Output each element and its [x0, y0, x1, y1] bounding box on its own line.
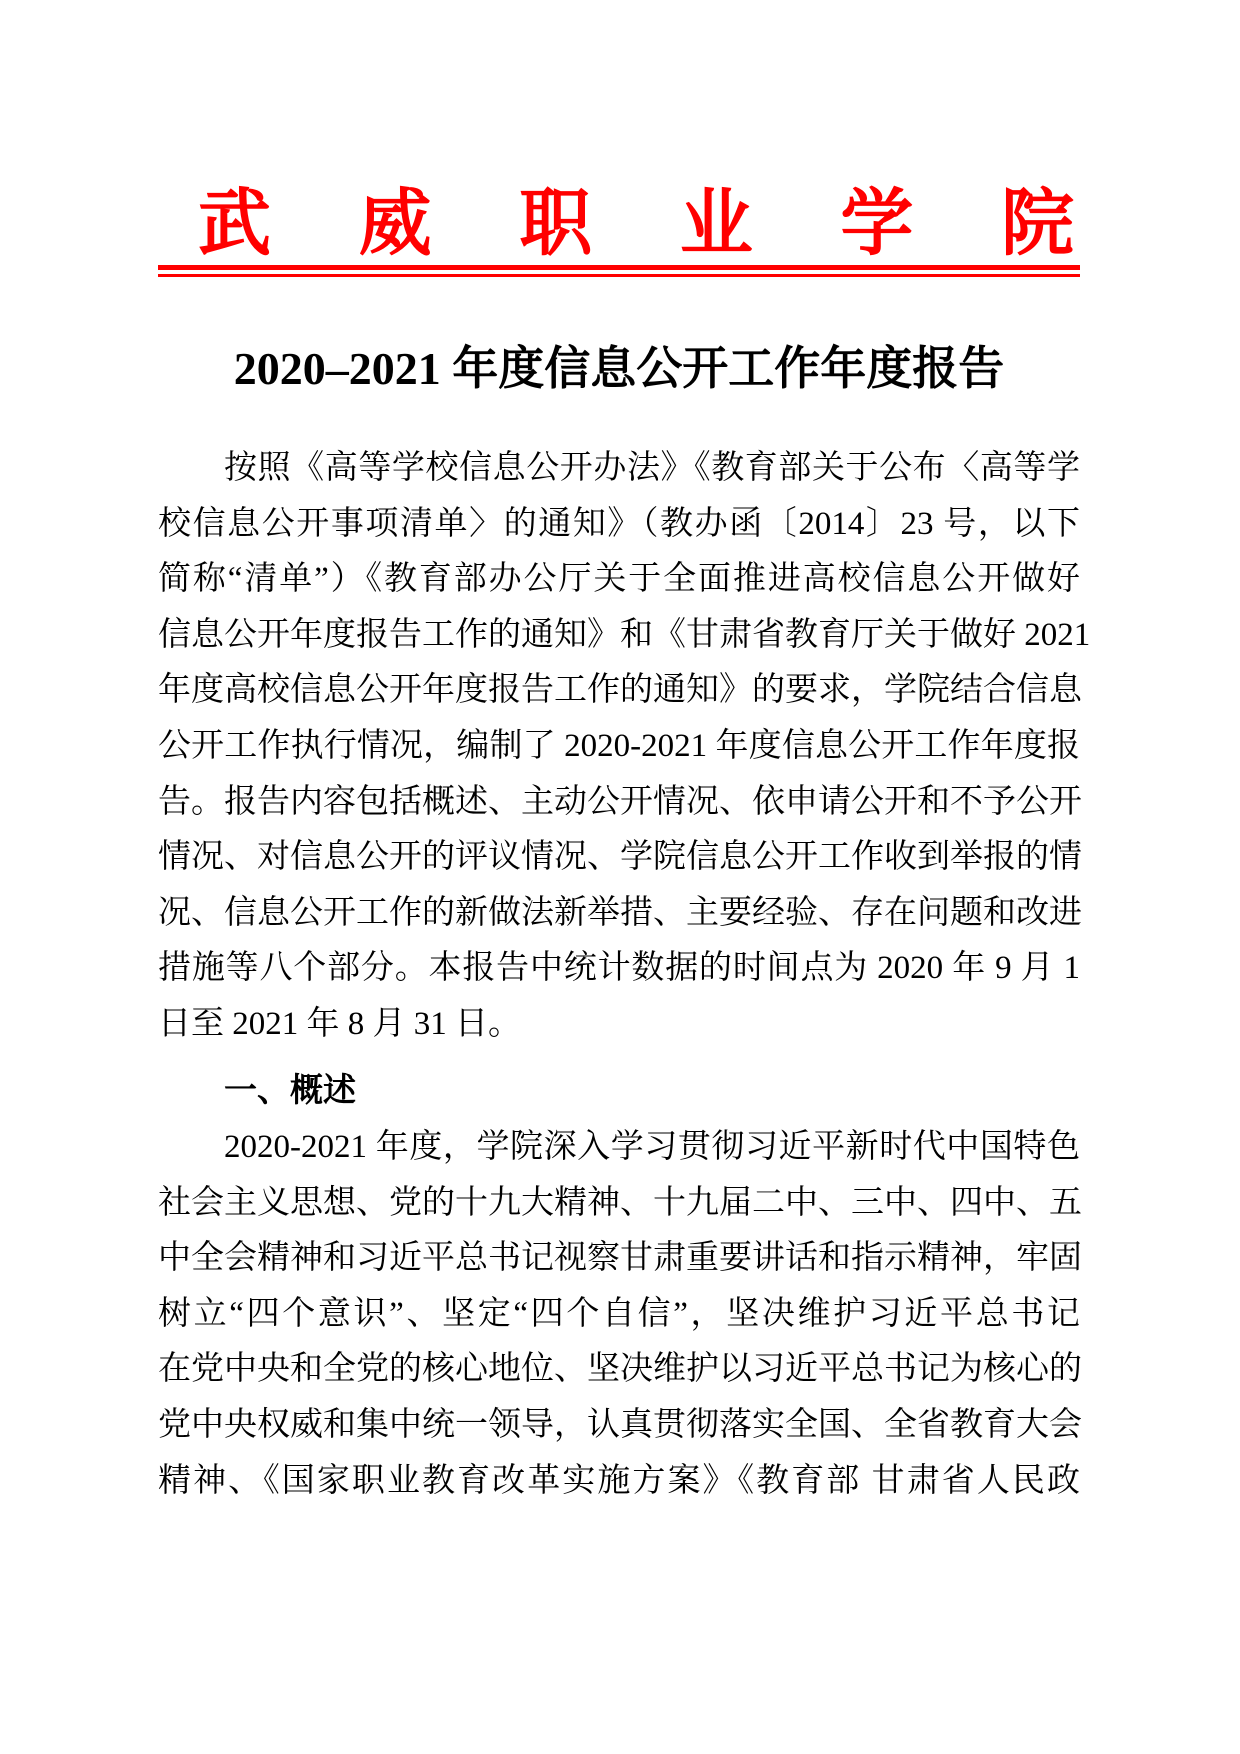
- text-line: 党中央权威和集中统一领导，认真贯彻落实全国、全省教育大会: [158, 1406, 1082, 1443]
- text-line: 情况、对信息公开的评议情况、学院信息公开工作收到举报的情: [158, 839, 1082, 876]
- section-heading-overview: 一、概述: [224, 1071, 356, 1108]
- text-line: 日至 2021 年 8 月 31 日。: [158, 1005, 521, 1042]
- letterhead-divider-thin: [158, 274, 1080, 277]
- text-line: 措施等八个部分。本报告中统计数据的时间点为 2020 年 9 月 1: [158, 950, 1080, 987]
- text-line: 信息公开年度报告工作的通知》和《甘肃省教育厅关于做好 2021: [158, 616, 1091, 653]
- paragraph-overview: [158, 1120, 1080, 1509]
- letterhead-divider-thick: [158, 265, 1080, 270]
- text-line: 中全会精神和习近平总书记视察甘肃重要讲话和指示精神，牢固: [158, 1240, 1082, 1277]
- text-line: 按照《高等学校信息公开办法》《教育部关于公布〈高等学: [224, 450, 1080, 486]
- text-line: 告。报告内容包括概述、主动公开情况、依申请公开和不予公开: [158, 783, 1082, 820]
- text-line: 况、信息公开工作的新做法新举措、主要经验、存在问题和改进: [158, 894, 1082, 931]
- text-line: 在党中央和全党的核心地位、坚决维护以习近平总书记为核心的: [158, 1351, 1082, 1388]
- text-line: 年度高校信息公开年度报告工作的通知》的要求，学院结合信息: [158, 672, 1082, 709]
- text-line: 校信息公开事项清单〉的通知》（教办函〔2014〕23 号，以下: [158, 505, 1080, 542]
- paragraph-intro: [158, 441, 1091, 1053]
- text-line: 2020-2021 年度，学院深入学习贯彻习近平新时代中国特色: [224, 1129, 1080, 1165]
- text-line: 精神、《国家职业教育改革实施方案》《教育部 甘肃省人民政: [158, 1462, 1080, 1499]
- letterhead-title: 武威职业学院: [198, 183, 1074, 264]
- text-line: 社会主义思想、党的十九大精神、十九届二中、三中、四中、五: [158, 1184, 1082, 1221]
- document-title: 2020–2021 年度信息公开工作年度报告: [233, 343, 1005, 394]
- text-line: 简称“清单”）《教育部办公厅关于全面推进高校信息公开做好: [158, 561, 1080, 598]
- text-line: 树立“四个意识”、坚定“四个自信”，坚决维护习近平总书记: [158, 1295, 1080, 1332]
- text-line: 公开工作执行情况，编制了 2020-2021 年度信息公开工作年度报: [158, 727, 1080, 764]
